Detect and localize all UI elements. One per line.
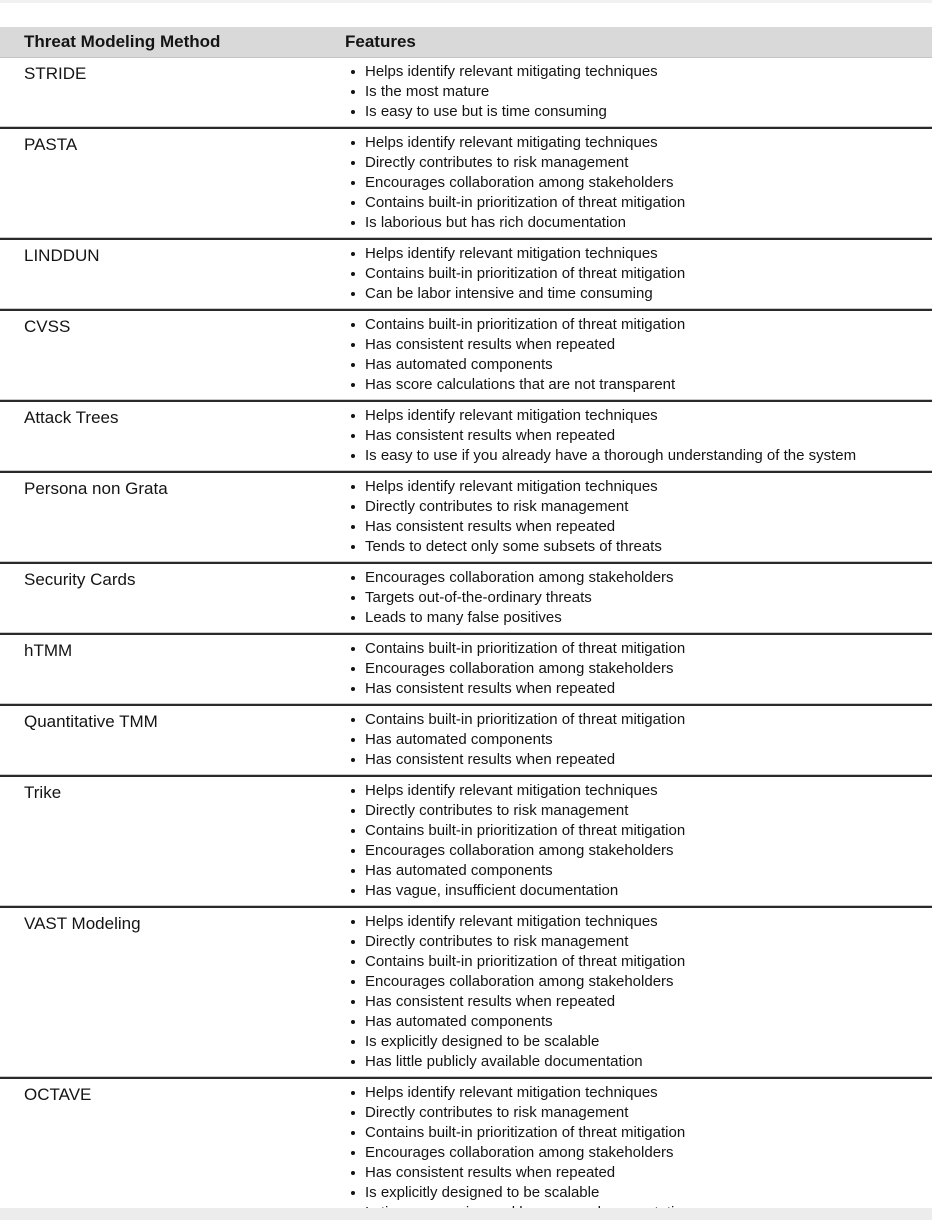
bullet-icon [351,272,355,276]
feature-item [348,710,924,730]
feature-text: Contains built-in prioritization of threat mitigation [365,194,686,211]
bullet-icon [351,1151,355,1155]
bullet-icon [351,141,355,145]
method-name: OCTAVE [24,1085,92,1104]
method-name: hTMM [24,641,73,660]
feature-item [348,153,924,173]
feature-list [344,477,932,557]
page-bottom-edge [0,1208,932,1220]
feature-item [348,1143,924,1163]
feature-item [348,213,924,233]
table-row [0,633,932,704]
feature-item [348,821,924,841]
bullet-icon [351,363,355,367]
feature-item [348,1012,924,1032]
table-row [0,704,932,775]
feature-text: Helps identify relevant mitigation techniques [365,782,658,799]
feature-item [348,952,924,972]
feature-text: Has consistent results when repeated [365,336,616,353]
bullet-icon [351,1060,355,1064]
feature-text: Is explicitly designed to be scalable [365,1033,600,1050]
bullet-icon [351,718,355,722]
bullet-icon [351,829,355,833]
feature-item [348,446,924,466]
feature-item [348,537,924,557]
method-name: LINDDUN [24,246,100,265]
feature-item [348,133,924,153]
feature-item [348,608,924,628]
bullet-icon [351,667,355,671]
feature-text: Has vague, insufficient documentation [365,882,619,899]
feature-item [348,972,924,992]
bullet-icon [351,252,355,256]
feature-item [348,992,924,1012]
bullet-icon [351,1091,355,1095]
feature-text: Encourages collaboration among stakeholders [365,973,674,990]
feature-item [348,355,924,375]
feature-item [348,781,924,801]
table-row [0,127,932,238]
feature-list [344,639,932,699]
table-row [0,775,932,906]
bullet-icon [351,292,355,296]
feature-text: Directly contributes to risk management [365,498,629,515]
bullet-icon [351,343,355,347]
feature-text: Has score calculations that are not transparent [365,376,676,393]
bullet-icon [351,545,355,549]
table-row [0,58,932,127]
bullet-icon [351,576,355,580]
bullet-icon [351,1000,355,1004]
feature-item [348,639,924,659]
feature-item [348,841,924,861]
column-header-features: Features [345,32,416,51]
feature-item [348,335,924,355]
method-name: VAST Modeling [24,914,141,933]
feature-text: Encourages collaboration among stakeholders [365,660,674,677]
feature-text: Has consistent results when repeated [365,751,616,768]
feature-list [344,406,932,466]
table-row [0,309,932,400]
feature-item [348,193,924,213]
table-row [0,562,932,633]
bullet-icon [351,596,355,600]
bullet-icon [351,90,355,94]
bullet-icon [351,201,355,205]
method-name: PASTA [24,135,78,154]
feature-list [344,1083,932,1220]
feature-item [348,244,924,264]
bullet-icon [351,789,355,793]
feature-text: Is the most mature [365,83,490,100]
feature-text: Directly contributes to risk management [365,1104,629,1121]
bullet-icon [351,889,355,893]
bullet-icon [351,647,355,651]
feature-item [348,284,924,304]
feature-text: Is laborious but has rich documentation [365,214,626,231]
feature-text: Helps identify relevant mitigation techniques [365,913,658,930]
feature-text: Targets out-of-the-ordinary threats [365,589,592,606]
bullet-icon [351,616,355,620]
feature-item [348,264,924,284]
bullet-icon [351,738,355,742]
method-name: Security Cards [24,570,136,589]
bullet-icon [351,383,355,387]
feature-text: Has consistent results when repeated [365,1164,616,1181]
feature-item [348,861,924,881]
feature-text: Contains built-in prioritization of threat mitigation [365,640,686,657]
bullet-icon [351,849,355,853]
feature-text: Encourages collaboration among stakeholders [365,1144,674,1161]
method-name: STRIDE [24,64,87,83]
bullet-icon [351,809,355,813]
method-name: Trike [24,783,62,802]
feature-text: Has consistent results when repeated [365,427,616,444]
bullet-icon [351,70,355,74]
feature-list [344,568,932,628]
feature-item [348,1083,924,1103]
method-name: Attack Trees [24,408,119,427]
bullet-icon [351,1040,355,1044]
feature-text: Is easy to use but is time consuming [365,103,607,120]
feature-item [348,477,924,497]
feature-text: Has automated components [365,862,553,879]
feature-item [348,801,924,821]
feature-text: Has consistent results when repeated [365,993,616,1010]
table-row [0,238,932,309]
feature-text: Helps identify relevant mitigation techniques [365,1084,658,1101]
feature-item [348,932,924,952]
bullet-icon [351,920,355,924]
method-name: CVSS [24,317,71,336]
bullet-icon [351,181,355,185]
feature-text: Directly contributes to risk management [365,933,629,950]
table-row [0,471,932,562]
feature-item [348,679,924,699]
feature-item [348,1103,924,1123]
feature-text: Has little publicly available documentation [365,1053,643,1070]
bullet-icon [351,960,355,964]
bullet-icon [351,1131,355,1135]
bullet-icon [351,221,355,225]
feature-text: Directly contributes to risk management [365,154,629,171]
feature-list [344,244,932,304]
bullet-icon [351,323,355,327]
feature-text: Encourages collaboration among stakeholders [365,174,674,191]
bullet-icon [351,525,355,529]
feature-text: Helps identify relevant mitigating techniques [365,134,658,151]
table-body [0,58,932,1220]
feature-item [348,315,924,335]
feature-item [348,881,924,901]
feature-list [344,315,932,395]
feature-text: Has consistent results when repeated [365,518,616,535]
page-top-edge [0,0,932,3]
bullet-icon [351,1111,355,1115]
bullet-icon [351,485,355,489]
feature-item [348,517,924,537]
bullet-icon [351,110,355,114]
feature-text: Contains built-in prioritization of threat mitigation [365,822,686,839]
feature-item [348,1052,924,1072]
feature-item [348,426,924,446]
feature-text: Contains built-in prioritization of threat mitigation [365,953,686,970]
feature-list [344,781,932,901]
feature-list [344,710,932,770]
bullet-icon [351,454,355,458]
bullet-icon [351,1191,355,1195]
bullet-icon [351,758,355,762]
feature-text: Can be labor intensive and time consuming [365,285,653,302]
feature-item [348,62,924,82]
feature-item [348,1183,924,1203]
feature-item [348,1163,924,1183]
feature-text: Tends to detect only some subsets of threats [365,538,662,555]
feature-text: Has automated components [365,1013,553,1030]
feature-text: Contains built-in prioritization of threat mitigation [365,1124,686,1141]
feature-text: Contains built-in prioritization of threat mitigation [365,316,686,333]
feature-list [344,133,932,233]
feature-item [348,730,924,750]
feature-text: Encourages collaboration among stakeholders [365,569,674,586]
bullet-icon [351,414,355,418]
feature-text: Is explicitly designed to be scalable [365,1184,600,1201]
feature-text: Contains built-in prioritization of threat mitigation [365,711,686,728]
bullet-icon [351,869,355,873]
feature-list [344,912,932,1072]
bullet-icon [351,505,355,509]
feature-item [348,173,924,193]
feature-text: Directly contributes to risk management [365,802,629,819]
bullet-icon [351,434,355,438]
feature-item [348,750,924,770]
feature-text: Contains built-in prioritization of threat mitigation [365,265,686,282]
feature-text: Has consistent results when repeated [365,680,616,697]
table-row [0,1077,932,1220]
feature-text: Encourages collaboration among stakeholders [365,842,674,859]
method-name: Persona non Grata [24,479,168,498]
bullet-icon [351,161,355,165]
feature-text: Helps identify relevant mitigation techniques [365,245,658,262]
bullet-icon [351,980,355,984]
feature-item [348,375,924,395]
bullet-icon [351,940,355,944]
feature-list [344,62,932,122]
feature-item [348,497,924,517]
feature-text: Has automated components [365,356,553,373]
feature-item [348,1032,924,1052]
feature-item [348,659,924,679]
feature-text: Helps identify relevant mitigating techniques [365,63,658,80]
feature-text: Helps identify relevant mitigation techniques [365,478,658,495]
column-header-method: Threat Modeling Method [24,32,221,51]
feature-item [348,588,924,608]
feature-item [348,82,924,102]
feature-item [348,568,924,588]
table-header-row [0,27,932,58]
feature-item [348,912,924,932]
feature-text: Is easy to use if you already have a thorough understanding of the system [365,447,857,464]
bullet-icon [351,1171,355,1175]
feature-item [348,102,924,122]
bullet-icon [351,687,355,691]
bullet-icon [351,1020,355,1024]
feature-text: Helps identify relevant mitigation techniques [365,407,658,424]
feature-item [348,1123,924,1143]
feature-item [348,406,924,426]
feature-text: Has automated components [365,731,553,748]
table-row [0,400,932,471]
method-name: Quantitative TMM [24,712,158,731]
table-row [0,906,932,1077]
feature-text: Leads to many false positives [365,609,562,626]
